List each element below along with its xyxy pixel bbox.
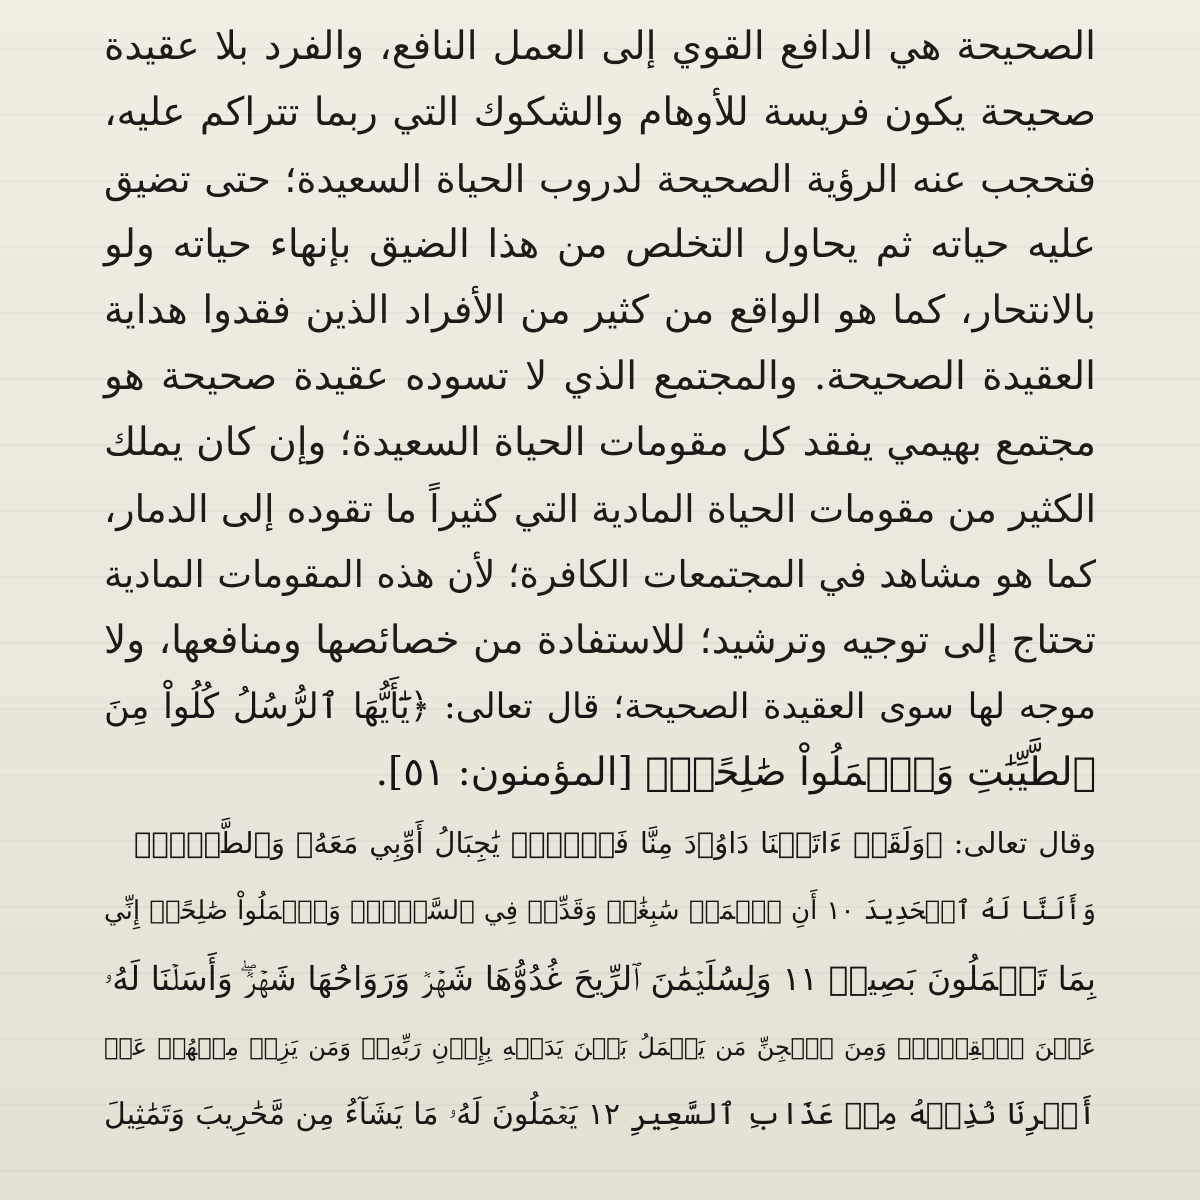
text-line-5: بالانتحار، كما هو الواقع من كثير من الأفراد الذين فقدوا هداية (104, 288, 1096, 333)
quran-line-3: بِمَا تَعۡمَلُونَ بَصِيرٞ ١١ وَلِسُلَيۡمَٰنَ ٱلرِّيحَ غُدُوُّهَا شَهۡرٞ وَرَوَاحُهَا شَهۡرٞۖ وَأَسَلۡنَا لَهُۥ (104, 959, 1096, 998)
text-line-8: الكثير من مقومات الحياة المادية التي كثيراً ما تقوده إلى الدمار، (104, 487, 1096, 531)
text-line-2: صحيحة يكون فريسة للأوهام والشكوك التي ربما تتراكم عليه، (104, 90, 1096, 135)
text-line-11: موجه لها سوى العقيدة الصحيحة؛ قال تعالى: ﴿يَٰٓأَيُّهَا ٱلرُّسُلُ كُلُواْ مِنَ (104, 687, 1097, 727)
text-line-7: مجتمع بهيمي يفقد كل مقومات الحياة السعيدة؛ وإن كان يملك (104, 420, 1096, 465)
text-line-4: عليه حياته ثم يحاول التخلص من هذا الضيق بإنهاء حياته ولو (104, 222, 1096, 267)
text-line-3: فتحجب عنه الرؤية الصحيحة لدروب الحياة السعيدة؛ حتى تضيق (104, 157, 1096, 201)
text-line-9: كما هو مشاهد في المجتمعات الكافرة؛ لأن هذه المقومات المادية (104, 553, 1096, 596)
text-line-12: ٱلطَّيِّبَٰتِ وَٱعۡمَلُواْ صَٰلِحًاۖ﴾ [المؤمنون: ٥١]. (375, 750, 1096, 795)
quran-line-2: وَأَلَنَّا لَهُ ٱلۡحَدِيدَ ١٠ أَنِ ٱعۡمَلۡ سَٰبِغَٰتٖ وَقَدِّرۡ فِي ٱلسَّرۡدِۖ وَٱعۡمَلُواْ صَٰلِحًاۖ إِنِّي (104, 896, 1096, 926)
quran-line-5: أَمۡرِنَا نُذِقۡهُ مِنۡ عَذَابِ ٱلسَّعِيرِ ١٢ يَعۡمَلُونَ لَهُۥ مَا يَشَآءُ مِن مَّحَٰرِيبَ وَتَمَٰثِيلَ (104, 1097, 1096, 1132)
quran-line-1: وقال تعالى: ﴿وَلَقَدۡ ءَاتَيۡنَا دَاوُۥدَ مِنَّا فَضۡلٗاۖ يَٰجِبَالُ أَوِّبِي مَعَهُۥ وَٱلطَّيۡرَۖ (134, 826, 1096, 860)
text-line-6: العقيدة الصحيحة. والمجتمع الذي لا تسوده عقيدة صحيحة هو (104, 354, 1096, 399)
text-line-10: تحتاج إلى توجيه وترشيد؛ للاستفادة من خصائصها ومنافعها، ولا (104, 618, 1096, 663)
quran-line-4: عَيۡنَ ٱلۡقِطۡرِۖ وَمِنَ ٱلۡجِنِّ مَن يَعۡمَلُ بَيۡنَ يَدَيۡهِ بِإِذۡنِ رَبِّهِۦۖ وَمَن يَزِغۡ مِنۡهُمۡ عَنۡ (104, 1033, 1096, 1061)
text-line-1: الصحيحة هي الدافع القوي إلى العمل النافع، والفرد بلا عقيدة (104, 24, 1096, 69)
